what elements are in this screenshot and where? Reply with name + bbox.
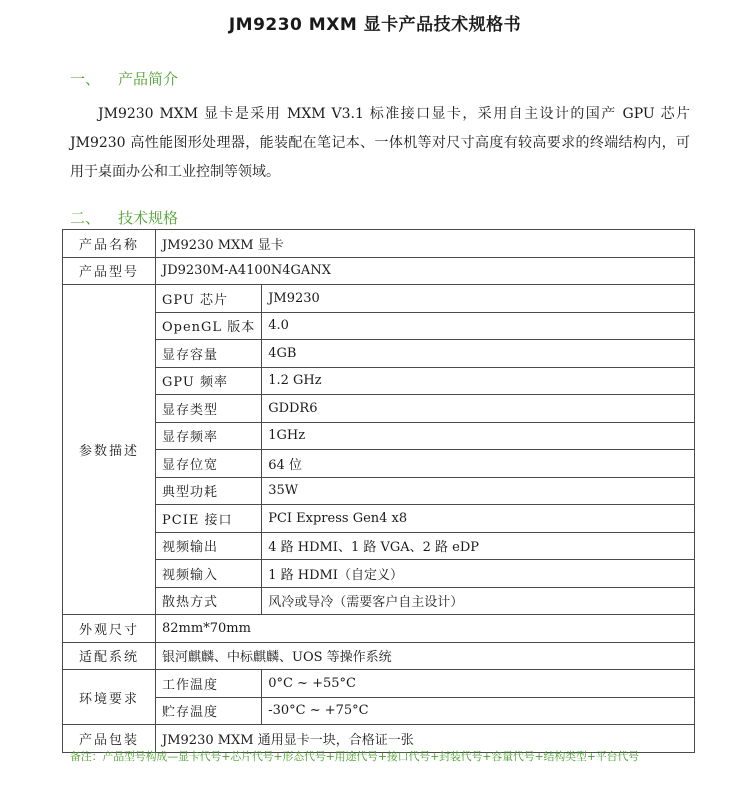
table-row [63,697,695,725]
param-label: 典型功耗 [156,477,262,505]
params-group-label: 参数描述 [63,285,156,615]
table-row [63,477,695,505]
param-label: 视频输入 [156,560,262,588]
table-row [63,532,695,560]
row-value: 82mm*70mm [156,615,695,643]
section-number: 二、 [70,209,101,227]
param-label: 显存频率 [156,422,262,450]
row-label: 适配系统 [63,642,156,670]
table-row [63,340,695,368]
section-label: 技术规格 [118,209,179,227]
spec-table [62,229,695,753]
param-label: 散热方式 [156,587,262,615]
table-row [63,505,695,533]
section-heading-specs [70,207,178,228]
param-value: 35W [262,477,695,505]
param-value: PCI Express Gen4 x8 [262,505,695,533]
row-label: 产品名称 [63,230,156,258]
param-value: 64 位 [262,450,695,478]
table-row [63,642,695,670]
param-label: 显存容量 [156,340,262,368]
table-row [63,615,695,643]
param-value: 4 路 HDMI、1 路 VGA、2 路 eDP [262,532,695,560]
param-value: 风冷或导冷（需要客户自主设计） [262,587,695,615]
param-value: GDDR6 [262,395,695,423]
param-value: 4.0 [262,312,695,340]
param-value: 4GB [262,340,695,368]
param-label: 视频输出 [156,532,262,560]
section-heading-intro [70,68,178,89]
table-row [63,257,695,285]
param-value: 1GHz [262,422,695,450]
intro-paragraph: JM9230 MXM 显卡是采用 MXM V3.1 标准接口显卡，采用自主设计的国产 GPU 芯片 JM9230 高性能图形处理器，能装配在笔记本、一体机等对尺寸高度有较高要求的终端结构内，可用于桌面办公和工业控制等领域。 [70,106,690,180]
section-label: 产品简介 [118,70,179,88]
row-value: JM9230 MXM 通用显卡一块，合格证一张 [156,725,695,753]
param-value: 1 路 HDMI（自定义） [262,560,695,588]
env-group-label: 环境要求 [63,670,156,725]
row-label: 外观尺寸 [63,615,156,643]
env-value: -30°C ~ +75°C [262,697,695,725]
param-label: GPU 频率 [156,367,262,395]
table-row [63,450,695,478]
table-row [63,285,695,313]
param-label: 显存类型 [156,395,262,423]
table-row [63,422,695,450]
row-label: 产品型号 [63,257,156,285]
param-label: OpenGL 版本 [156,312,262,340]
env-label: 贮存温度 [156,697,262,725]
table-row [63,230,695,258]
row-value: JD9230M-A4100N4GANX [156,257,695,285]
table-row [63,670,695,698]
param-value: JM9230 [262,285,695,313]
row-value: 银河麒麟、中标麒麟、UOS 等操作系统 [156,642,695,670]
row-label: 产品包装 [63,725,156,753]
env-label: 工作温度 [156,670,262,698]
param-label: 显存位宽 [156,450,262,478]
param-value: 1.2 GHz [262,367,695,395]
table-row [63,587,695,615]
table-row [63,367,695,395]
section-number: 一、 [70,70,101,88]
table-row [63,312,695,340]
footnote: 备注：产品型号构成—显卡代号+芯片代号+形态代号+用途代号+接口代号+封装代号+容量代号+结构类型+平台代号 [70,750,639,763]
param-label: PCIE 接口 [156,505,262,533]
row-value: JM9230 MXM 显卡 [156,230,695,258]
env-value: 0°C ~ +55°C [262,670,695,698]
table-row [63,560,695,588]
document-title: JM9230 MXM 显卡产品技术规格书 [228,15,522,35]
param-label: GPU 芯片 [156,285,262,313]
table-row [63,395,695,423]
